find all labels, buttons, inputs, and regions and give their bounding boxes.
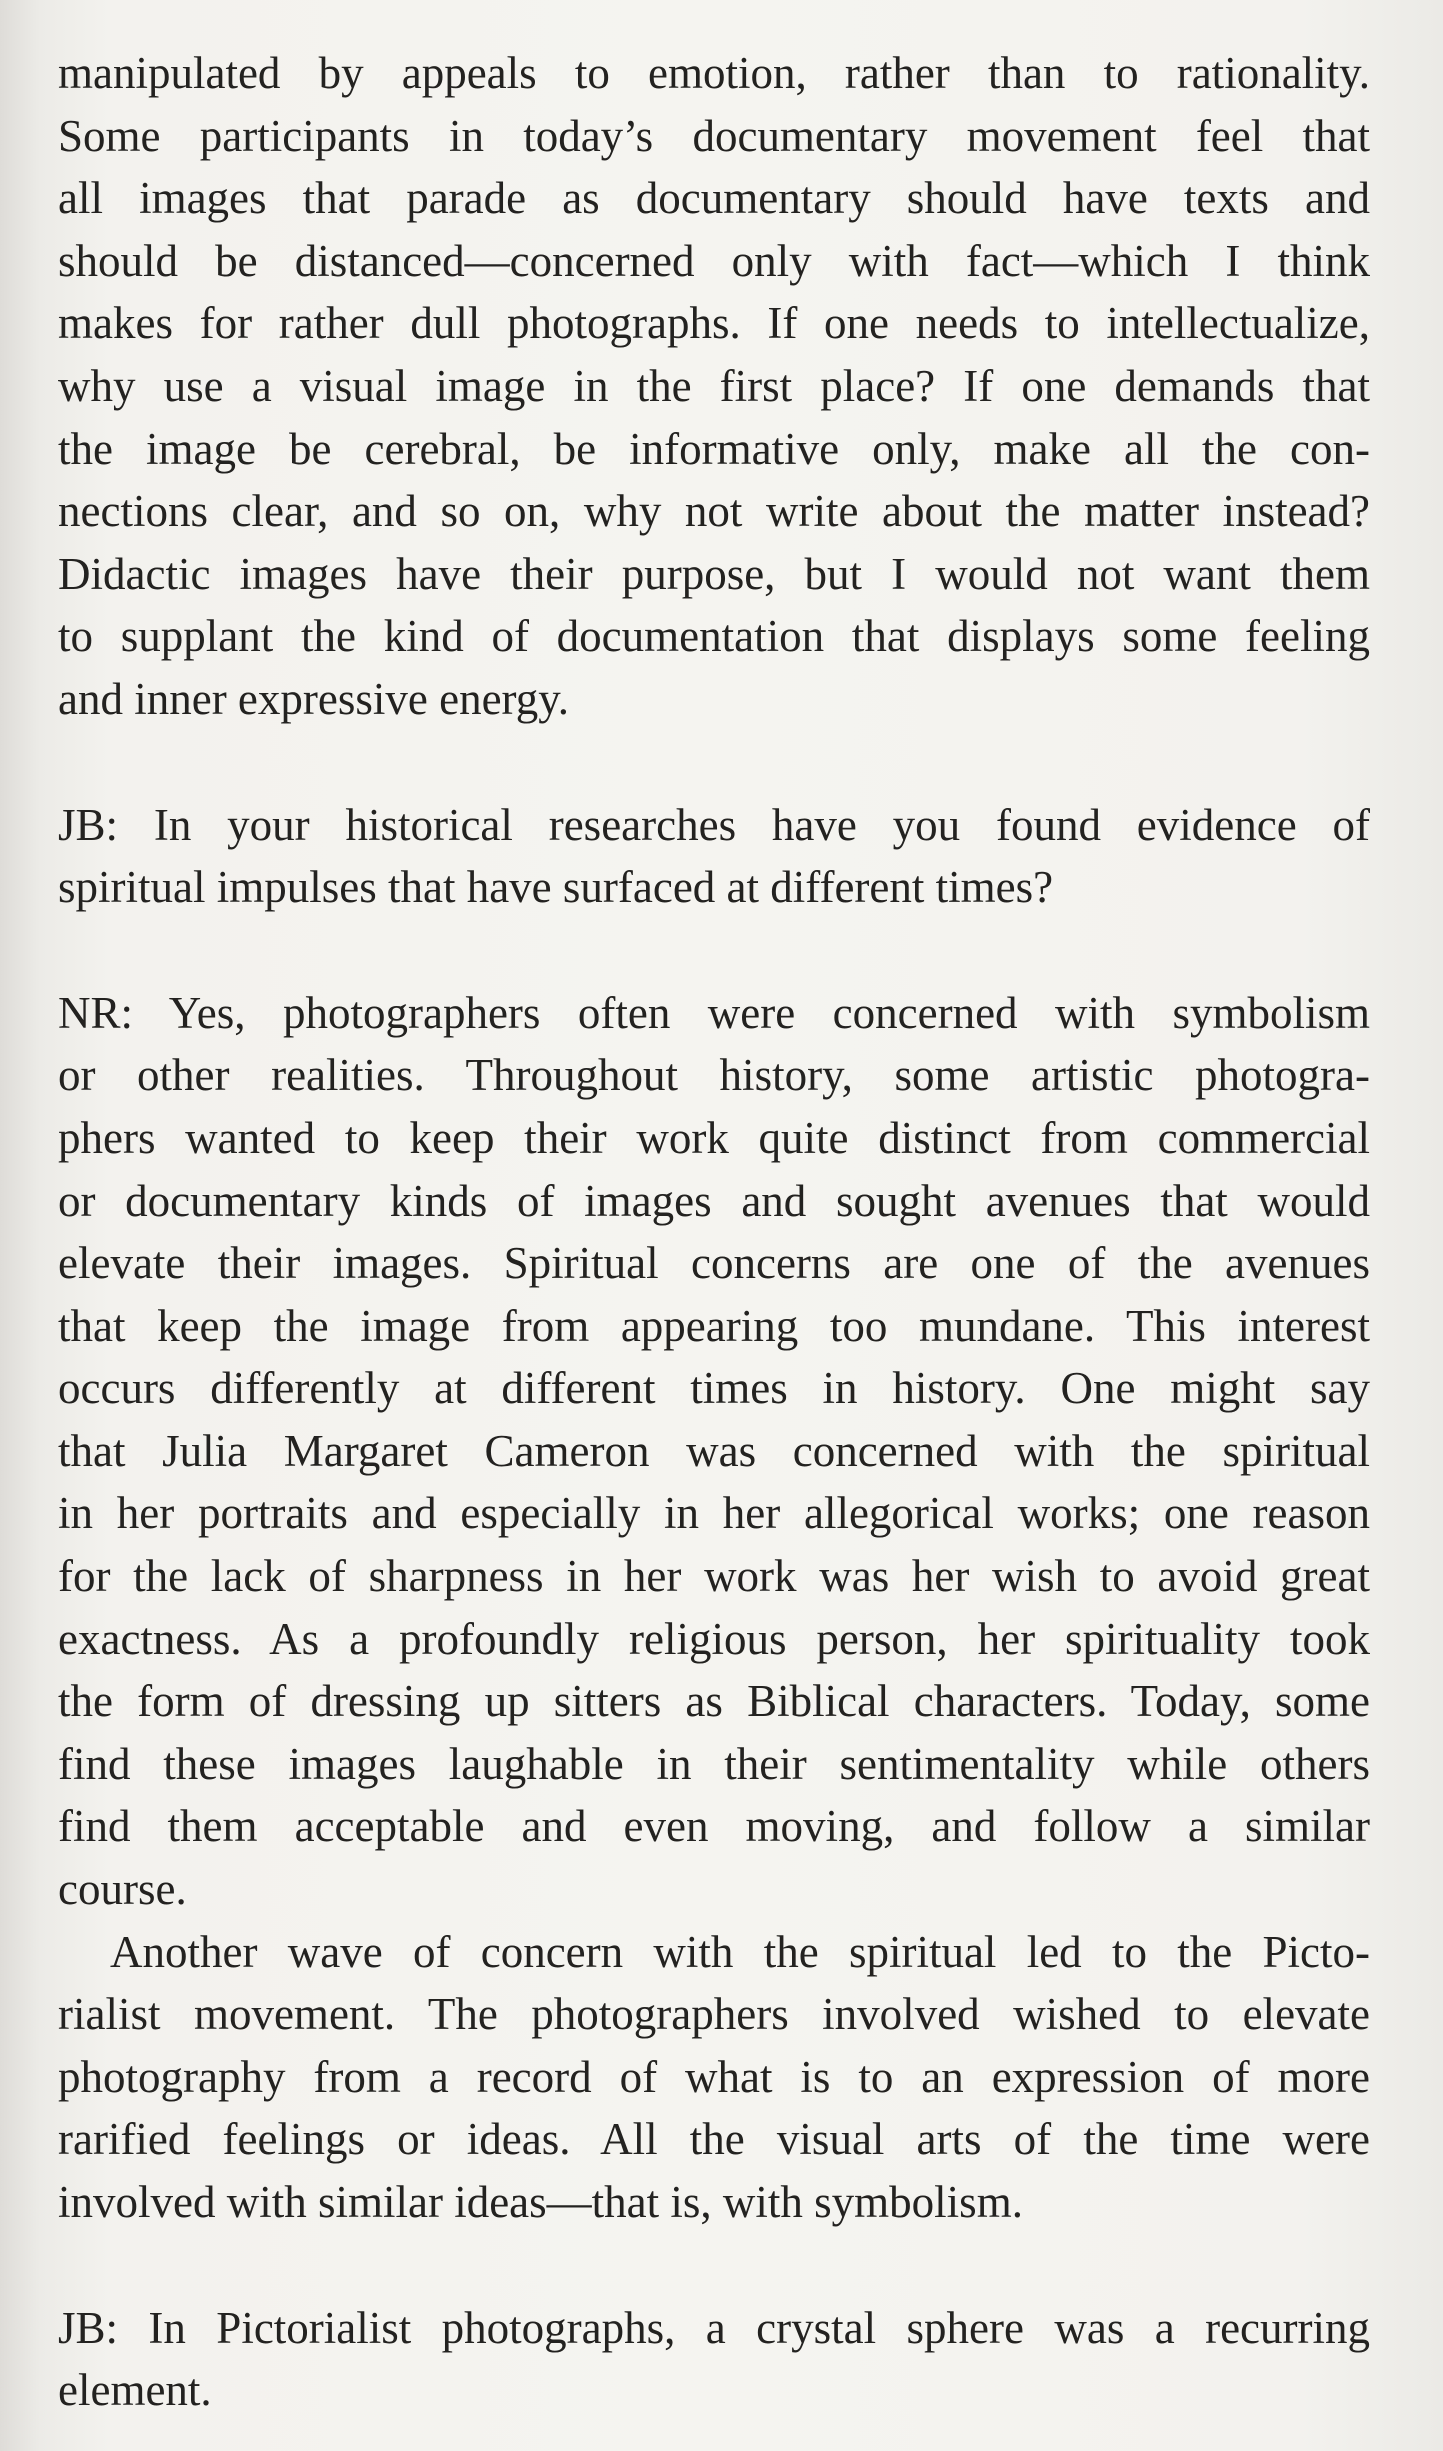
- text-line: involved with similar ideas—that is, with symbolism.: [58, 2177, 1023, 2227]
- text-line: rialist movement. The photographers involved wished to elevate: [58, 1989, 1370, 2040]
- text-line: and inner expressive energy.: [58, 673, 570, 724]
- text-line: rarified feelings or ideas. All the visual arts of the time were: [58, 2114, 1370, 2165]
- paragraph-nr-answer-symbolism: [58, 982, 1370, 1921]
- text-line: that Julia Margaret Cameron was concerned with the spiritual: [58, 1425, 1370, 1476]
- text-line: JB: In Pictorialist photographs, a crystal sphere was a recurring: [58, 2302, 1370, 2353]
- text-line: course.: [58, 1864, 187, 1915]
- text-line: Some participants in today’s documentary movement feel that: [58, 110, 1370, 161]
- text-line: makes for rather dull photographs. If one needs to intellectualize,: [58, 298, 1370, 349]
- text-line: in her portraits and especially in her allegorical works; one reason: [58, 1488, 1370, 1539]
- text-line: spiritual impulses that have surfaced at different times?: [58, 862, 1054, 913]
- text-line: occurs differently at different times in history. One might say: [58, 1363, 1370, 1414]
- text-line: find these images laughable in their sentimentality while others: [58, 1738, 1370, 1789]
- text-line: the image be cerebral, be informative only, make all the con-: [58, 423, 1370, 474]
- page-text: [58, 42, 1370, 2422]
- text-line: or documentary kinds of images and sought avenues that would: [58, 1175, 1370, 1226]
- paragraph-nr-pictorialist: [58, 1921, 1370, 2234]
- paragraph-jb-crystal-sphere: [58, 2297, 1370, 2422]
- text-line: phers wanted to keep their work quite distinct from commercial: [58, 1112, 1370, 1163]
- text-line: find them acceptable and even moving, and follow a similar: [58, 1801, 1370, 1852]
- text-line: exactness. As a profoundly religious person, her spirituality took: [58, 1613, 1370, 1664]
- text-line: elevate their images. Spiritual concerns are one of the avenues: [58, 1238, 1370, 1289]
- text-line: to supplant the kind of documentation that displays some feeling: [58, 611, 1370, 662]
- text-line: JB: In your historical researches have you found evidence of: [58, 799, 1370, 850]
- paragraph-jb-question-spiritual: [58, 794, 1370, 919]
- text-line: for the lack of sharpness in her work was her wish to avoid great: [58, 1551, 1370, 1602]
- paragraph-gap: [58, 919, 1370, 982]
- text-line: why use a visual image in the first place? If one demands that: [58, 360, 1370, 411]
- text-line: NR: Yes, photographers often were concerned with symbolism: [58, 987, 1370, 1038]
- paragraph-nr-documentary: [58, 42, 1370, 731]
- text-line: Another wave of concern with the spiritual led to the Picto-: [110, 1926, 1370, 1977]
- paragraph-gap: [58, 731, 1370, 794]
- text-line: should be distanced—concerned only with fact—which I think: [58, 235, 1370, 286]
- text-line: that keep the image from appearing too mundane. This interest: [58, 1300, 1370, 1351]
- text-line: Didactic images have their purpose, but I would not want them: [58, 548, 1370, 599]
- text-line: element.: [58, 2365, 212, 2416]
- text-line: manipulated by appeals to emotion, rather than to rationality.: [58, 48, 1370, 98]
- text-line: nections clear, and so on, why not write about the matter instead?: [58, 486, 1370, 537]
- text-line: or other realities. Throughout history, some artistic photogra-: [58, 1050, 1370, 1101]
- text-line: the form of dressing up sitters as Biblical characters. Today, some: [58, 1676, 1370, 1727]
- paragraph-gap: [58, 2234, 1370, 2297]
- text-line: all images that parade as documentary should have texts and: [58, 173, 1370, 224]
- text-line: photography from a record of what is to an expression of more: [58, 2051, 1370, 2102]
